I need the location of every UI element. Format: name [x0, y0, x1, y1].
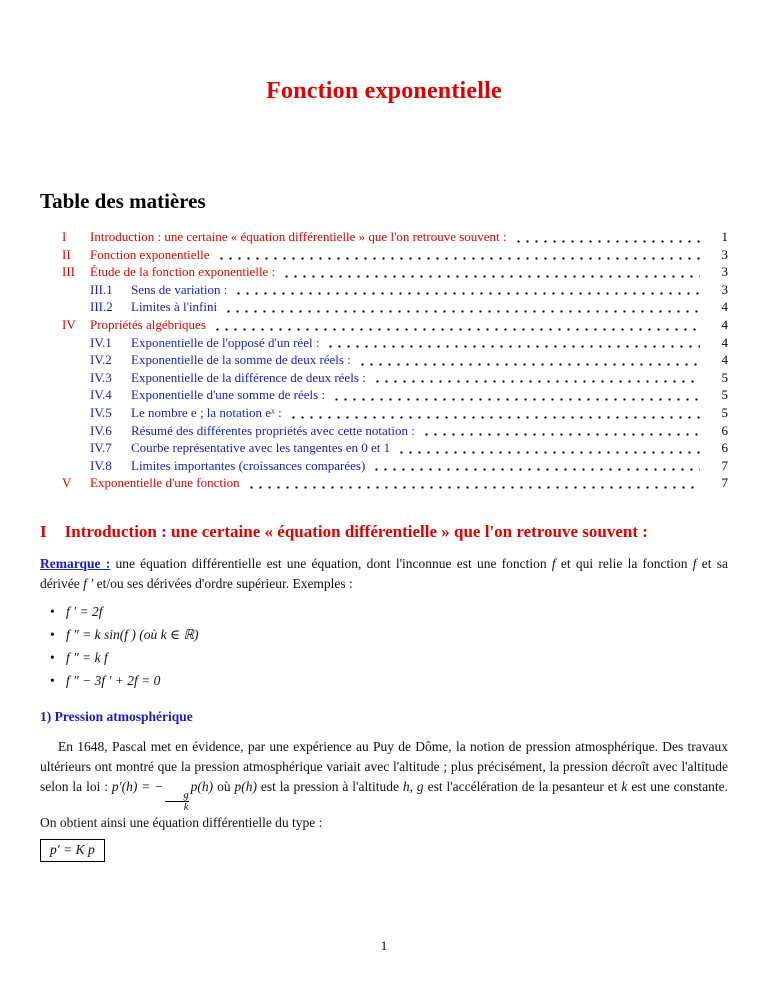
toc-leader-dots: [234, 284, 700, 298]
toc-entry[interactable]: [62, 404, 728, 422]
toc-entry[interactable]: [62, 281, 728, 299]
math-law-left: p′(h) = −: [111, 778, 164, 794]
text-run: est l'accélération de la pesanteur et: [423, 778, 622, 794]
math-equation: f ″ = k sin(f ) (où k ∈ ℝ): [66, 626, 199, 642]
text-run: où: [213, 778, 235, 794]
toc-entry-page: 7: [721, 457, 728, 473]
toc-entry-page: 4: [721, 299, 728, 315]
section-1-number: I: [40, 521, 47, 541]
toc-entry-page: 7: [721, 475, 728, 491]
math-g: g: [416, 778, 424, 794]
boxed-equation: p′ = K p: [40, 839, 105, 862]
toc-entry-label: Résumé des différentes propriétés avec cette notation :: [131, 422, 415, 438]
toc-leader-dots: [282, 267, 700, 281]
text-run: et/ou ses dérivées d'ordre supérieur. Exemples :: [93, 575, 353, 591]
toc-leader-dots: [332, 390, 700, 404]
text-run: et qui relie la fonction: [555, 555, 693, 571]
toc-leader-dots: [247, 478, 700, 492]
toc-entry-page: 5: [721, 369, 728, 385]
toc-leader-dots: [372, 460, 700, 474]
toc-leader-dots: [217, 249, 700, 263]
toc-entry[interactable]: [62, 351, 728, 369]
math-equation: f ″ − 3f ′ + 2f = 0: [66, 672, 161, 688]
examples-list: [40, 604, 728, 689]
toc-entry-label: Introduction : une certaine « équation différentielle » que l'on retrouve souvent :: [90, 229, 507, 244]
toc-entry-number: IV.8: [90, 457, 112, 473]
toc-entry-label: Limites importantes (croissances comparées): [131, 457, 366, 473]
toc-entry-label: Courbe représentative avec les tangentes en 0 et 1: [131, 440, 391, 456]
toc-entry[interactable]: [62, 334, 728, 352]
section-1-heading: [40, 522, 728, 542]
fraction-numerator: g: [183, 789, 189, 801]
toc-entry[interactable]: [62, 228, 728, 246]
math-f: f: [692, 555, 697, 571]
page-number: 1: [380, 938, 388, 953]
toc-entry-page: 5: [721, 387, 728, 403]
text-run: En 1648, Pascal met en évidence, par une expérience au Puy de Dôme, la notion de pression atmosphérique. Des travaux ultérieurs ont montré que la pression atmosphérique variait avec l'altitude ; plus précisément, la pression décroît avec l'altitude selon la loi :: [40, 738, 728, 794]
toc-entry-label: Exponentielle d'une somme de réels :: [131, 387, 326, 403]
toc-entry-page: 3: [721, 264, 728, 280]
example-item: [50, 627, 728, 643]
math-f: f: [551, 555, 556, 571]
math-p-h: p(h): [234, 778, 257, 794]
toc-entry[interactable]: [62, 386, 728, 404]
toc-leader-dots: [289, 408, 700, 422]
toc-entry-label: Exponentielle de l'opposé d'un réel :: [131, 334, 320, 350]
toc-entry[interactable]: [62, 422, 728, 440]
toc-entry[interactable]: [62, 457, 728, 475]
text-run: et sa dérivée: [40, 555, 728, 591]
text-run: est une constante. On obtient ainsi une équation différentielle du type :: [40, 778, 728, 830]
boxed-equation-wrap: [40, 839, 728, 862]
toc-entry-number: IV.1: [90, 334, 112, 350]
toc-entry-page: 6: [721, 422, 728, 438]
toc-leader-dots: [213, 320, 700, 334]
toc-entry[interactable]: [62, 474, 728, 492]
math-equation: f ′ = 2f: [66, 603, 103, 619]
toc-leader-dots: [397, 443, 700, 457]
toc-entry-label: Exponentielle de la différence de deux réels :: [131, 369, 366, 385]
toc-leader-dots: [422, 425, 700, 439]
text-run: est la pression à l'altitude: [256, 778, 403, 794]
toc-entry-number: V: [62, 475, 72, 491]
toc-entry-label: Limites à l'infini: [131, 299, 218, 315]
toc-entry-number: IV.5: [90, 404, 112, 420]
toc-entry-page: 3: [721, 246, 728, 262]
toc-entry-page: 4: [721, 316, 728, 332]
text-run: ,: [409, 778, 417, 794]
toc-entry[interactable]: [62, 246, 728, 264]
toc-entry-page: 4: [721, 352, 728, 368]
toc-leader-dots: [514, 232, 700, 246]
toc-leader-dots: [224, 302, 700, 316]
toc-entry-label: Étude de la fonction exponentielle :: [90, 264, 276, 280]
toc-leader-dots: [326, 337, 700, 351]
pressure-paragraph: [40, 737, 728, 833]
toc-entry-page: 3: [721, 281, 728, 297]
example-item: [50, 673, 728, 689]
toc-entry[interactable]: [62, 263, 728, 281]
toc-entry[interactable]: [62, 316, 728, 334]
toc-entry-number: IV.3: [90, 369, 112, 385]
toc-heading: Table des matières: [40, 189, 206, 213]
toc-entry-label: Exponentielle de la somme de deux réels :: [131, 352, 351, 368]
toc-entry[interactable]: [62, 298, 728, 316]
toc-entry-number: IV.7: [90, 440, 112, 456]
toc-entry-page: 1: [721, 229, 728, 244]
toc-entry-number: IV.4: [90, 387, 112, 403]
toc-entry-page: 5: [721, 404, 728, 420]
toc-entry[interactable]: [62, 369, 728, 387]
fraction-denominator: k: [183, 801, 189, 813]
toc-entry-label: Le nombre e ; la notation eˣ :: [131, 404, 282, 420]
section-1-title: Introduction : une certaine « équation différentielle » que l'on retrouve souvent :: [64, 521, 648, 541]
toc-entry-number: IV.6: [90, 422, 112, 438]
document-title: Fonction exponentielle: [266, 78, 502, 104]
toc-entry-number: III.2: [90, 299, 113, 315]
toc-entry-number: IV.2: [90, 352, 112, 368]
toc-entry-label: Exponentielle d'une fonction: [90, 475, 240, 491]
fraction-g-over-k: [165, 790, 188, 813]
example-item: [50, 650, 728, 666]
toc-entry-label: Fonction exponentielle: [90, 246, 210, 262]
toc-entry-number: III.1: [90, 281, 113, 297]
math-equation: f ″ = k f: [66, 649, 108, 665]
toc-entry-label: Propriétés algébriques: [90, 316, 206, 332]
math-h: h: [402, 778, 410, 794]
math-law-right: p(h): [190, 778, 214, 794]
subsection-heading: 1) Pression atmosphérique: [40, 708, 193, 724]
math-k: k: [621, 778, 628, 794]
remark-label: Remarque :: [40, 555, 111, 571]
toc-entry[interactable]: [62, 439, 728, 457]
toc-leader-dots: [373, 372, 700, 386]
math-f-prime: f ′: [83, 575, 94, 591]
toc-leader-dots: [358, 355, 700, 369]
text-run: une équation différentielle est une équation, dont l'inconnue est une fonction: [110, 555, 552, 571]
example-item: [50, 604, 728, 620]
remark-paragraph: [40, 554, 728, 594]
toc-entry-page: 6: [721, 440, 728, 456]
toc-entry-number: IV: [62, 316, 76, 332]
toc-entry-page: 4: [721, 334, 728, 350]
toc-entry-number: III: [62, 264, 75, 280]
toc-entry-number: II: [62, 246, 71, 262]
table-of-contents: [62, 228, 728, 492]
toc-entry-number: I: [62, 229, 67, 244]
toc-entry-label: Sens de variation :: [131, 281, 228, 297]
